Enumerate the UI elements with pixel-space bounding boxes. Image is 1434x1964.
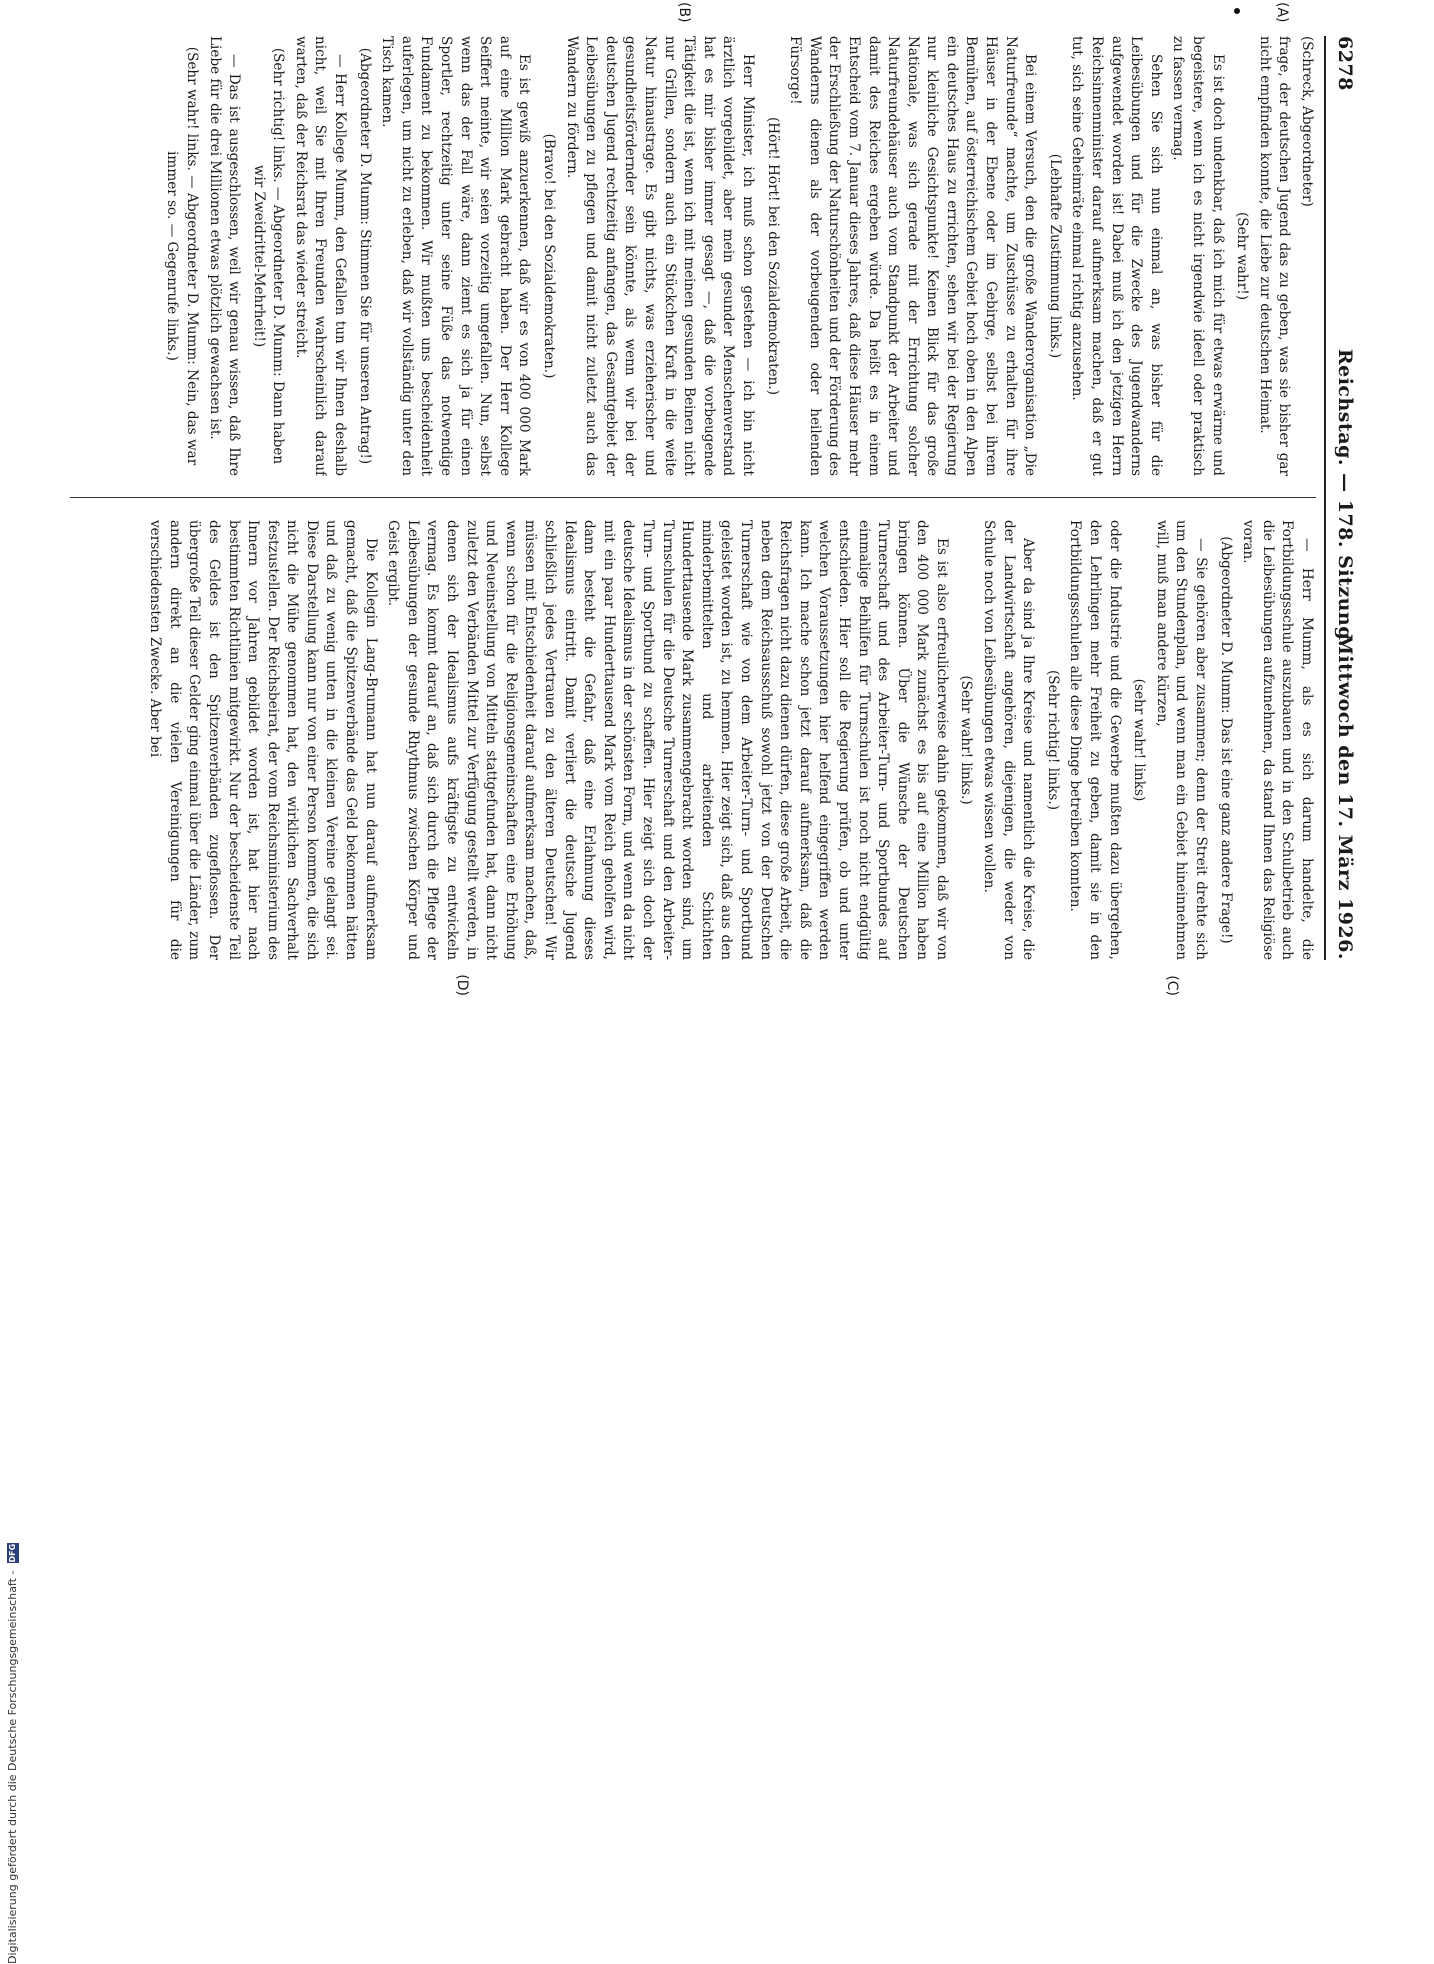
text-columns	[70, 36, 1316, 960]
speaker-attribution: (Schreck, Abgeordneter)	[1299, 36, 1315, 207]
margin-marker-d: (D)	[454, 974, 470, 996]
document-page	[60, 2, 1360, 996]
interjection: (Sehr richtig! links. — Abgeordneter D. Mumm: Dann haben wir Zweidrittel-Mehrheit!)	[250, 47, 287, 465]
paragraph: Aber da sind ja Ihre Kreise und namentlich die Kreise, die der Landwirtschaft angehören, diejenigen, die weder von Schule noch von Leibesübungen etwas wissen wollen.	[981, 520, 1037, 960]
paragraph: Es ist gewiß anzuerkennen, daß wir es von 400 000 Mark auf eine Million Mark gebracht haben. Der Herr Kollege Seiffert meinte, wir seien vorzeitig umgefallen. Nun, selbst wenn das der Fall wäre, dann ziemt es sich ja für einen Sportler, rechtzeitig unter seine Füße das notwendige Fundament zu bekommen. Wir mußten uns bescheidenheit auferlegen, um nicht zu erleben, daß wir vollständig unter den Tisch kamen.	[379, 36, 533, 476]
interjection: (Abgeordneter D. Mumm: Stimmen Sie für unseren Antrag!)	[356, 47, 373, 465]
page-header	[1324, 36, 1360, 960]
paragraph: oder die Industrie und die Gewerbe mußten dazu übergehen, den Lehrlingen mehr Freiheit zu geben, damit sie in den Fortbildungsschulen alle diese Dinge betreiben konnten.	[1067, 520, 1123, 960]
session-date: Mittwoch den 17. März 1926.	[1334, 633, 1356, 960]
session-title: Reichstag. — 178. Sitzung.	[1334, 348, 1356, 648]
interjection: (sehr wahr! links)	[1131, 678, 1148, 802]
page-number: 6278	[1334, 36, 1356, 91]
paragraph: Es ist also erfreulicherweise dahin gekommen, daß wir von den 400 000 Mark zunächst es bis auf eine Million haben bringen können. Über die Wünsche der Deutschen Turnerschaft und des Arbeiter-Turn- und Sportbundes auf einmalige Beihilfen für Turnschulen ist noch nicht endgültig entschieden. Hier soll die Regierung prüfen, ob und unter welchen Voraussetzungen hier helfend eingegriffen werden kann. Ich mache schon jetzt darauf aufmerksam, daß die Reichsfragen nicht dazu dienen dürfen, diese große Arbeit, die neben dem Reichsausschuß sowohl jetzt von der Deutschen Turnerschaft wie von dem Arbeiter-Turn- und Sportbund geleistet worden ist, zu hemmen. Hier zeigt sich, daß aus den minderbemittelten und arbeitenden Schichten Hunderttausende Mark zusammengebracht worden sind, um Turnschulen für die Deutsche Turnerschaft und den Arbeiter-Turn- und Sportbund zu schaffen. Hier zeigt sich doch der deutsche Idealismus in der schönsten Form, und wenn da nicht mit ein paar Hunderttausend Mark vom Reich geholfen wird, dann besteht die Gefahr, daß eine Erlahmung dieses Idealismus eintritt. Damit verliert die deutsche Jugend schließlich jedes Vertrauen zu den älteren Deutschen! Wir müssen mit Entschiedenheit darauf aufmerksam machen, daß, wenn schon für die Religionsgemeinschaften eine Erhöhung und Neueinstellung von Mitteln stattgefunden hat, dann nicht zuletzt den Verbänden Mittel zur Verfügung gestellt werden, in denen sich der Idealismus aufs kräftigste zu entwickeln vermag. Es kommt darauf an, daß sich durch die Pflege der Leibesübungen der gesunde Rhythmus zwischen Körper und Geist ergibt.	[385, 520, 950, 960]
paragraph: Es ist doch undenkbar, daß ich mich für etwas erwärme und begeistere, wenn ich es nicht irgendwie ideell oder praktisch zu fassen vermag.	[1170, 36, 1226, 476]
margin-marker-c: (C)	[1164, 975, 1180, 996]
interjection: (Sehr wahr! links. — Abgeordneter D. Mumm: Nein, das war immer so. — Gegenrufe links.)	[164, 46, 200, 466]
paragraph: — Sie gehören aber zusammen; denn der Streit drehte sich um den Stundenplan, und wenn man ein Gebiet hineinnehmen will, muß man andere kürzen,	[1153, 520, 1210, 960]
paragraph: — Herr Mumm, als es sich darum handelte, die Fortbildungsschule auszubauen und in den Schulbetrieb auch die Leibesübungen aufzunehmen, da stand Ihnen das Religiöse voran.	[1240, 520, 1315, 960]
margin-marker-b: (B)	[676, 2, 692, 23]
dfg-logo: DFG	[8, 1543, 17, 1563]
margin-marker-a: (A)	[1274, 2, 1290, 23]
interjection: (Abgeordneter D. Mumm: Das ist eine ganz andere Frage!)	[1217, 536, 1234, 944]
paragraph: Sehen Sie sich nun einmal an, was bisher für die Leibesübungen und für die Zwecke des Jugendwanderns aufgewendet worden ist! Dabei muß ich den jetzigen Herrn Reichsinnenminister darauf aufmerksam machen, daß er gut tut, sich seine Geheimräte einmal richtig anzusehen.	[1069, 36, 1164, 476]
right-column	[70, 520, 1316, 960]
digitization-credit	[6, 974, 24, 1964]
paragraph: frage, der deutschen Jugend das zu geben, was sie bisher gar nicht empfinden konnte, die Liebe zur deutschen Heimat.	[1256, 36, 1293, 476]
interjection: (Lebhafte Zustimmung links.)	[1046, 153, 1063, 359]
paragraph: Bei einem Versuch, den die große Wanderorganisation „Die Naturfreunde“ machte, um Zuschüsse zu erhalten für ihre Häuser in der Ebene oder im Gebirge, selbst bei ihrem Bemühen, auf österreichischem Gebiet hoch oben in den Alpen ein deutsches Haus zu errichten, sehen wir bei der Regierung nur kleinliche Gesichtspunkte! Keinen Blick für das große Nationale, was sich gerade mit der Errichtung solcher Naturfreundehäuser auch vom Standpunkt der Arbeiter und damit des Reiches ergeben würde. Da heißt es in einem Entscheid vom 7. Januar dieses Jahres, daß diese Häuser mehr der Erschließung der Naturschönheiten und der Förderung des Wanderns dienen als der vorbeugenden oder heilenden Fürsorge!	[787, 36, 1039, 476]
paragraph: Die Kollegin Lang-Brumann hat nun darauf aufmerksam gemacht, daß die Spitzenverbände das Geld bekommen hätten und daß zu wenig unten in die kleinen Vereine gelangt sei. Diese Darstellung kann nur von einer Person kommen, die sich nicht die Mühe genommen hat, den wirklichen Sachverhalt festzustellen. Der Reichsbeirat, der vom Reichsministerium des Innern vor Jahren gebildet worden ist, hat hier nach bestimmten Richtlinien mitgewirkt. Nur der bescheidenste Teil des Geldes ist den Spitzenverbänden zugeflossen. Der übergroße Teil dieser Gelder ging einmal über die Länder, zum andern direkt an die vielen Vereinigungen für die verschiedensten Zwecke. Aber bei	[147, 520, 379, 960]
left-column	[70, 36, 1316, 476]
interjection: (Sehr wahr!)	[1234, 212, 1251, 300]
paragraph: Herr Minister, ich muß schon gestehen — ich bin nicht ärztlich vorgebildet, aber mein gesunder Menschenverstand hat es mir bisher immer gesagt —, daß die vorbeugende Tätigkeit die ist, wenn ich mit meinen gesunden Beinen nicht nur Grillen, sondern auch ein Stückchen Kraft in die weite Natur hinaustrage. Es gibt nichts, was erzieherischer und gesundheitsfördernder sein könnte, als wenn wir bei der deutschen Jugend rechtzeitig anfangen, das Gesamtgebiet der Leibesübungen zu pflegen und damit nicht zuletzt auch das Wandern zu fördern.	[563, 36, 756, 476]
interjection: (Hört! Hört! bei den Sozialdemokraten.)	[764, 116, 781, 396]
credit-text: Digitalisierung gefördert durch die Deutsche Forschungsgemeinschaft -	[6, 1570, 19, 1964]
interjection: (Sehr richtig! links.)	[1044, 669, 1061, 811]
interjection: (Sehr wahr! links.)	[958, 675, 975, 805]
margin-bullet	[1234, 8, 1240, 14]
paragraph: — Das ist ausgeschlossen, weil wir genau wissen, daß Ihre Liebe für die drei Millionen etwas plötzlich gewachsen ist.	[206, 36, 243, 476]
interjection: (Bravo! bei den Sozialdemokraten.)	[541, 133, 558, 379]
column-divider	[70, 497, 1316, 498]
paragraph: — Herr Kollege Mumm, den Gefallen tun wir Ihnen deshalb nicht, weil Sie mit Ihren Freunden wahrscheinlich darauf warten, daß der Reichsrat das wieder streicht.	[292, 36, 349, 476]
